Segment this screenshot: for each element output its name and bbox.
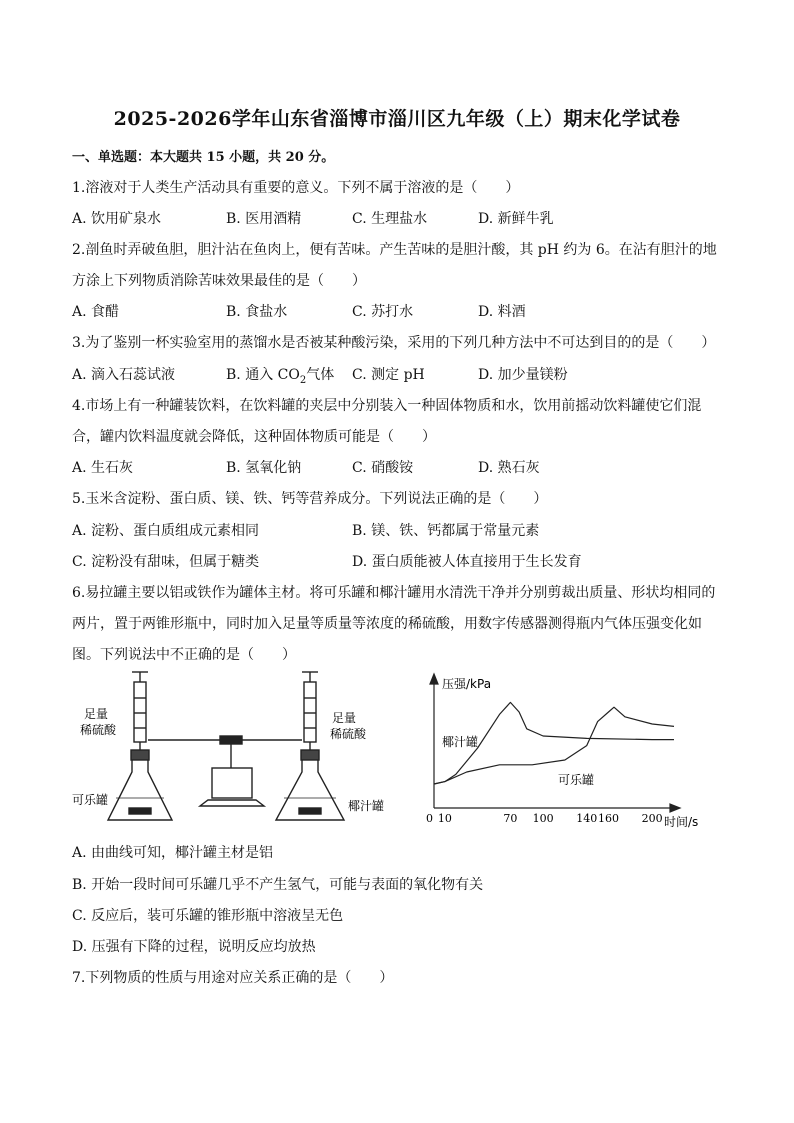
series-label-coconut: 椰汁罐 [442, 735, 479, 749]
q6-stem-line1: 6.易拉罐主要以铝或铁作为罐体主材。将可乐罐和椰汁罐用水清洗干净并分别剪裁出质量、形状均相同的 [72, 585, 716, 601]
q3-stem: 3.为了鉴别一杯实验室用的蒸馏水是否被某种酸污染，采用的下列几种方法中不可达到目的的是（ ） [72, 335, 716, 351]
x-tick-label: 140 [576, 812, 598, 825]
q5-option-b: B. 镁、铁、钙都属于常量元素 [352, 523, 540, 539]
q2-option-c: C. 苏打水 [352, 304, 414, 320]
section-heading: 一、单选题：本大题共 15 小题，共 20 分。 [72, 150, 335, 165]
q6-option-c: C. 反应后，装可乐罐的锥形瓶中溶液呈无色 [72, 908, 344, 924]
q6-option-a: A. 由曲线可知，椰汁罐主材是铝 [72, 845, 274, 861]
q5-option-c: C. 淀粉没有甜味，但属于糖类 [72, 554, 260, 570]
q4-stem-line1: 4.市场上有一种罐装饮料，在饮料罐的夹层中分别装入一种固体物质和水，饮用前摇动饮料罐使它们混 [72, 398, 702, 414]
q3-option-c: C. 测定 pH [352, 367, 425, 383]
q6-stem-line2: 两片，置于两锥形瓶中，同时加入足量等质量等浓度的稀硫酸，用数字传感器测得瓶内气体压强变化如 [72, 616, 702, 632]
q1-stem: 1.溶液对于人类生产活动具有重要的意义。下列不属于溶液的是（ ） [72, 180, 520, 196]
q3-option-b: B. 通入 $CO_2$气体 [226, 367, 335, 386]
q1-option-d: D. 新鲜牛乳 [478, 211, 554, 227]
q5-option-d: D. 蛋白质能被人体直接用于生长发育 [352, 554, 582, 570]
left-acid-label-2: 稀硫酸 [80, 723, 117, 737]
q4-option-b: B. 氢氧化钠 [226, 460, 302, 476]
left-acid-label-1: 足量 [84, 707, 109, 721]
q3-option-d: D. 加少量镁粉 [478, 367, 568, 383]
q6-option-b: B. 开始一段时间可乐罐几乎不产生氢气，可能与表面的氧化物有关 [72, 877, 484, 893]
q6-option-d: D. 压强有下降的过程，说明反应均放热 [72, 939, 316, 955]
x-tick-label: 100 [532, 812, 554, 825]
q2-option-d: D. 料酒 [478, 304, 526, 320]
q1-option-c: C. 生理盐水 [352, 211, 428, 227]
q4-stem-line2: 合，罐内饮料温度就会降低，这种固体物质可能是（ ） [72, 429, 436, 445]
q5-option-a: A. 淀粉、蛋白质组成元素相同 [72, 523, 260, 539]
q2-option-b: B. 食盐水 [226, 304, 288, 320]
exam-title: 2025-2026学年山东省淄博市淄川区九年级（上）期末化学试卷 [113, 108, 681, 130]
q2-stem-line2: 方涂上下列物质消除苦味效果最佳的是（ ） [72, 273, 366, 289]
y-axis-label: 压强/kPa [442, 677, 492, 691]
q6-stem-line3: 图。下列说法中不正确的是（ ） [72, 647, 296, 663]
left-can-label: 可乐罐 [72, 793, 109, 807]
q2-option-a: A. 食醋 [72, 304, 120, 320]
q1-option-a: A. 饮用矿泉水 [72, 211, 162, 227]
q4-option-d: D. 熟石灰 [478, 460, 540, 476]
q4-option-c: C. 硝酸铵 [352, 460, 414, 476]
series-label-cola: 可乐罐 [558, 773, 595, 787]
q4-option-a: A. 生石灰 [72, 460, 134, 476]
x-ticks [426, 812, 663, 825]
right-acid-label-2: 稀硫酸 [330, 727, 367, 741]
x-tick-label: 160 [598, 812, 620, 825]
q5-stem: 5.玉米含淀粉、蛋白质、镁、铁、钙等营养成分。下列说法正确的是（ ） [72, 491, 548, 507]
x-tick-label: 200 [641, 812, 663, 825]
pressure-chart [418, 668, 718, 828]
q3-option-a: A. 滴入石蕊试液 [72, 367, 176, 383]
right-acid-label-1: 足量 [332, 711, 357, 725]
right-can-label: 椰汁罐 [348, 799, 385, 813]
q7-stem: 7.下列物质的性质与用途对应关系正确的是（ ） [72, 970, 394, 986]
x-tick-label: 0 [426, 812, 433, 825]
x-tick-label: 70 [503, 812, 518, 825]
x-tick-label: 10 [437, 812, 452, 825]
x-axis-label: 时间/s [664, 815, 699, 828]
apparatus-figure [68, 668, 408, 828]
q1-option-b: B. 医用酒精 [226, 211, 302, 227]
q2-stem-line1: 2.剖鱼时弄破鱼胆，胆汁沾在鱼肉上，便有苦味。产生苦味的是胆汁酸，其 pH 约为 6。在沾有胆汁的地 [72, 242, 717, 258]
